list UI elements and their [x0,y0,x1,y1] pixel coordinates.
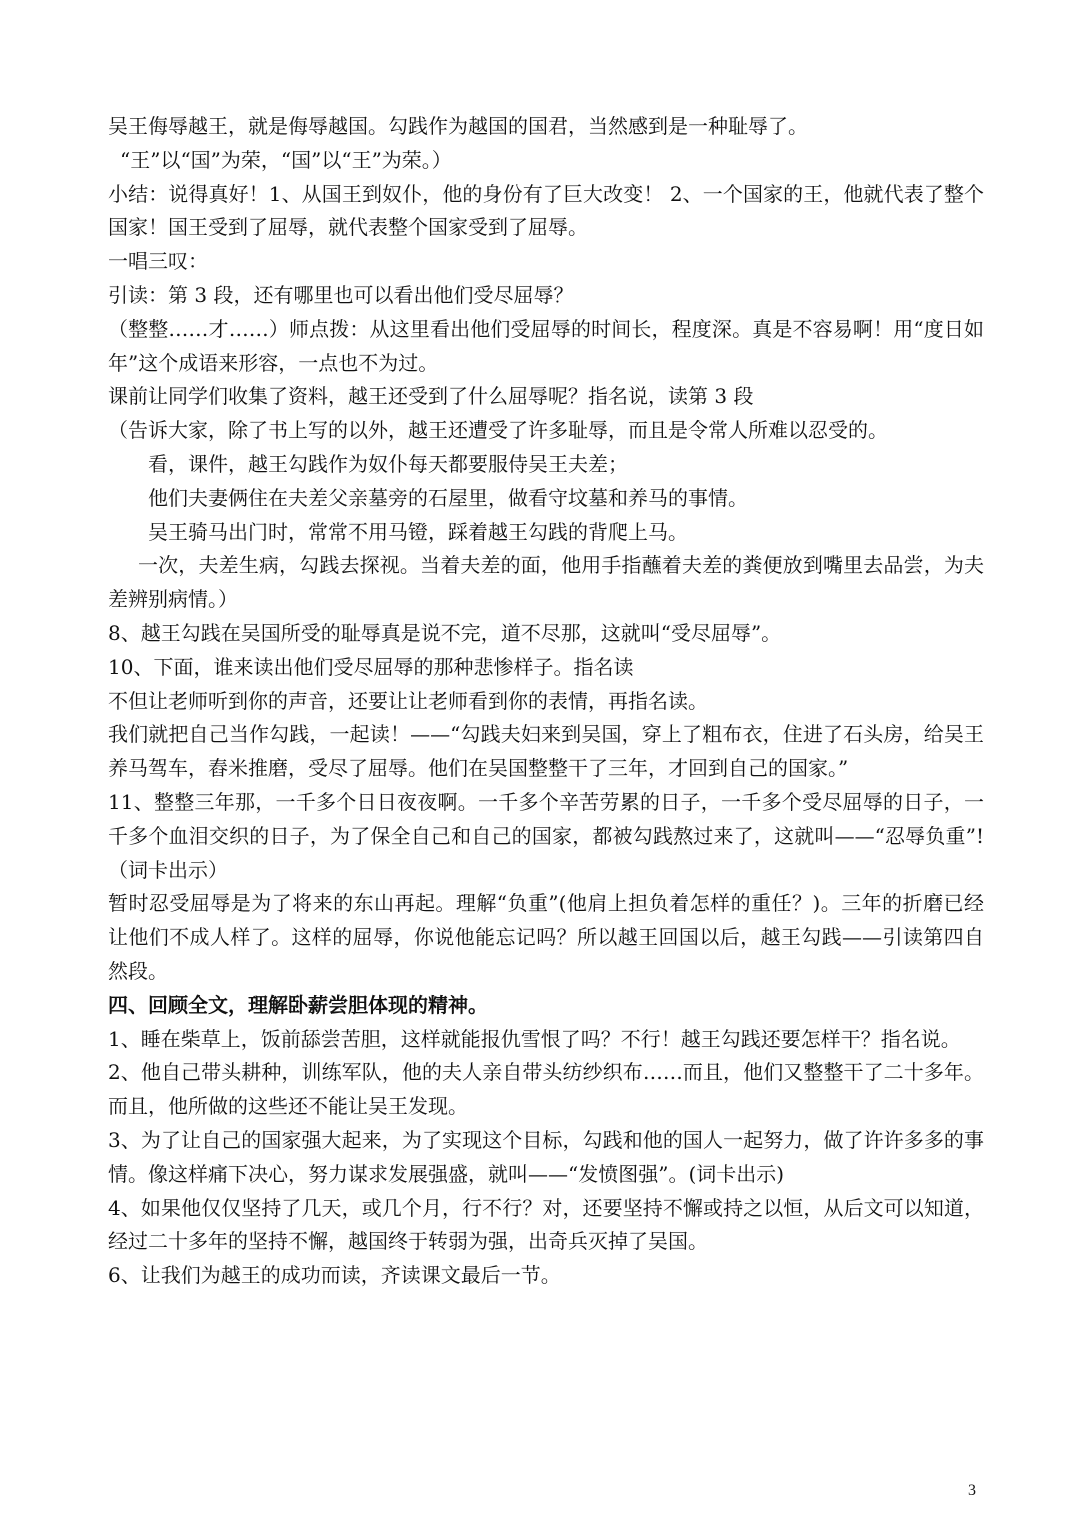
paragraph: 小结：说得真好！1、从国王到奴仆，他的身份有了巨大改变！ 2、一个国家的王，他就代表了整个国家！国王受到了屈辱，就代表整个国家受到了屈辱。 [108,181,984,240]
paragraph: 6、让我们为越王的成功而读，齐读课文最后一节。 [108,1263,561,1288]
paragraph: 不但让老师听到你的声音，还要让让老师看到你的表情，再指名读。 [108,688,708,713]
paragraph: 我们就把自己当作勾践，一起读！——“勾践夫妇来到吴国，穿上了粗布衣，住进了石头房，给吴王养马驾车，舂米推磨，受尽了屈辱。他们在吴国整整干了三年，才回到自己的国家。” [108,722,984,781]
paragraph: 2、他自己带头耕种，训练军队，他的夫人亲自带头纺纱织布……而且，他们又整整干了二十多年。而且，他所做的这些还不能让吴王发现。 [108,1060,984,1119]
paragraph: “王”以“国”为荣，“国”以“王”为荣。） [120,147,452,172]
paragraph: 引读：第 3 段，还有哪里也可以看出他们受尽屈辱？ [108,282,574,307]
paragraph: 他们夫妻俩住在夫差父亲墓旁的石屋里，做看守坟墓和养马的事情。 [148,485,748,510]
paragraph: 课前让同学们收集了资料，越王还受到了什么屈辱呢？指名说，读第 3 段 [108,384,754,409]
paragraph: 11、整整三年那，一千多个日日夜夜啊。一千多个辛苦劳累的日子，一千多个受尽屈辱的日子，一千多个血泪交织的日子，为了保全自己和自己的国家，都被勾践熬过来了，这就叫——“忍辱负重”!（词卡出示） [108,789,984,882]
paragraph: 1、睡在柴草上，饭前舔尝苦胆，这样就能报仇雪恨了吗？不行！越王勾践还要怎样干？指名说。 [108,1026,961,1051]
paragraph: 一唱三叹： [108,249,208,274]
paragraph: 一次，夫差生病，勾践去探视。当着夫差的面，他用手指蘸着夫差的粪便放到嘴里去品尝，为夫差辨别病情。） [108,553,984,612]
paragraph: 4、如果他仅仅坚持了几天，或几个月，行不行？对，还要坚持不懈或持之以恒，从后文可以知道，经过二十多年的坚持不懈，越国终于转弱为强，出奇兵灭掉了吴国。 [108,1195,984,1254]
paragraph: 8、越王勾践在吴国所受的耻辱真是说不完，道不尽那，这就叫“受尽屈辱”。 [108,620,782,645]
paragraph: （告诉大家，除了书上写的以外，越王还遭受了许多耻辱，而且是令常人所难以忍受的。 [108,418,888,443]
document-body [108,110,984,1293]
section-heading: 四、回顾全文，理解卧薪尝胆体现的精神。 [108,992,488,1017]
paragraph: 吴王侮辱越王，就是侮辱越国。勾践作为越国的国君，当然感到是一种耻辱了。 [108,114,808,138]
paragraph: 暂时忍受屈辱是为了将来的东山再起。理解“负重”(他肩上担负着怎样的重任？)。三年的折磨已经让他们不成人样了。这样的屈辱，你说他能忘记吗？所以越王回国以后，越王勾践——引读第四自然段。 [108,891,984,983]
page-number: 3 [968,1482,976,1499]
paragraph: 吴王骑马出门时，常常不用马镫，踩着越王勾践的背爬上马。 [148,519,688,544]
paragraph: 10、下面，谁来读出他们受尽屈辱的那种悲惨样子。指名读 [108,654,634,679]
paragraph: 看，课件，越王勾践作为奴仆每天都要服侍吴王夫差； [148,451,628,476]
paragraph: 3、为了让自己的国家强大起来，为了实现这个目标，勾践和他的国人一起努力，做了许许多多的事情。像这样痛下决心，努力谋求发展强盛，就叫——“发愤图强”。(词卡出示) [108,1127,984,1186]
paragraph: （整整……才……）师点拨：从这里看出他们受屈辱的时间长，程度深。真是不容易啊！用“度日如年”这个成语来形容，一点也不为过。 [108,316,984,375]
